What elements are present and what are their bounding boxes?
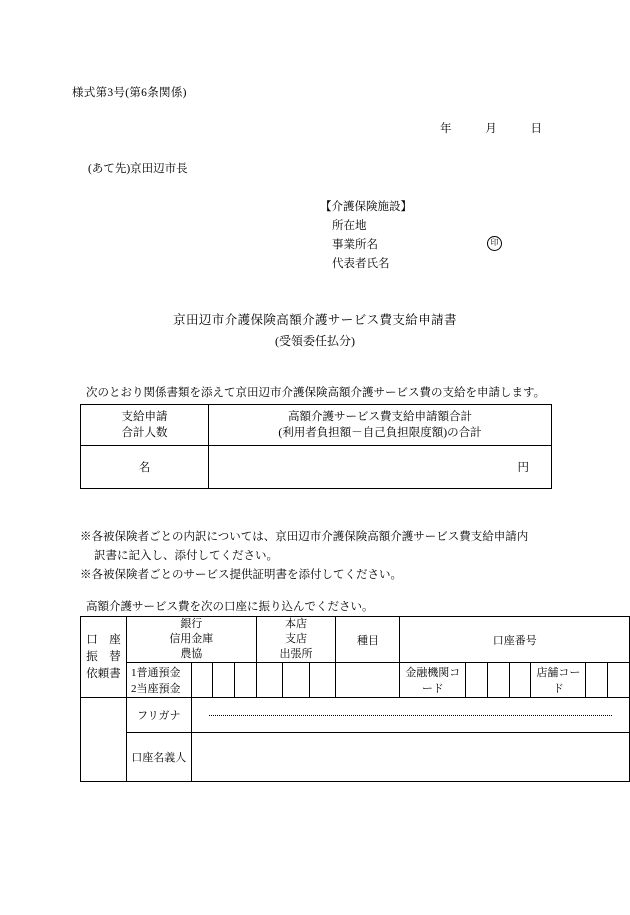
facility-block: [320, 198, 542, 274]
notes-block: [80, 528, 580, 585]
table-row: [81, 698, 630, 733]
holder-label-cell: [127, 733, 191, 782]
account-no-label: 口座番号: [492, 634, 537, 647]
branch-code-digit-2[interactable]: [608, 663, 630, 698]
facility-address-row: [332, 217, 542, 236]
kind-label: 種目: [356, 634, 379, 647]
table-row: [81, 405, 552, 446]
amount-table: [80, 404, 552, 489]
form-number: 様式第3号(第6条関係): [72, 87, 187, 99]
date-month: 月: [485, 123, 497, 135]
furigana-dotted-line: [209, 715, 612, 716]
bank-code-digit-2[interactable]: [487, 663, 509, 698]
kind-options-cell[interactable]: [127, 663, 191, 698]
branch-line-1: 本店: [285, 618, 308, 630]
branch-line-2: 支店: [285, 633, 308, 645]
note-line-2: 訳書に記入し、添付してください。: [94, 550, 278, 562]
bank-line-1: 銀行: [180, 618, 203, 630]
account-digit-5[interactable]: [283, 663, 310, 698]
document-subtitle: (受領委任払分): [275, 334, 355, 348]
amount-header-left-line2: 合計人数: [121, 427, 168, 439]
amount-header-left: [81, 405, 209, 446]
amount-header-right-line2: (利用者負担額－自己負担限度額)の合計: [278, 427, 482, 439]
addressee: (あて先)京田辺市長: [88, 163, 188, 175]
side-label-line3: 依頼書: [86, 667, 121, 680]
side-label-cell: [81, 617, 127, 698]
date-day: 日: [530, 123, 542, 135]
amount-total-field[interactable]: [209, 446, 552, 489]
date-year: 年: [440, 123, 452, 135]
bank-transfer-table: [80, 616, 630, 782]
table-row: [81, 446, 552, 489]
amount-count-unit: 名: [138, 462, 151, 474]
kind-option-2: 2当座預金: [131, 683, 181, 695]
facility-office-label: 事業所名: [332, 239, 378, 251]
side-label-line1: 口 座: [86, 633, 121, 646]
account-digit-1[interactable]: [191, 663, 213, 698]
bank-line-3: 農協: [180, 648, 203, 660]
account-digit-2[interactable]: [213, 663, 235, 698]
kind-option-1: 1普通預金: [131, 667, 181, 679]
furigana-value-cell[interactable]: [191, 698, 630, 733]
account-digit-6[interactable]: [309, 663, 336, 698]
branch-code-digit-1[interactable]: [586, 663, 608, 698]
side-label-line2: 振 替: [86, 650, 121, 663]
account-digit-7[interactable]: [336, 663, 400, 698]
branch-line-3: 出張所: [279, 648, 313, 660]
facility-representative-row: [332, 255, 542, 274]
bank-code-digit-3[interactable]: [509, 663, 531, 698]
facility-address-label: 所在地: [332, 220, 367, 232]
document-title: 京田辺市介護保険高額介護サービス費支給申請書: [173, 313, 457, 327]
note-line-1: ※各被保険者ごとの内訳については、京田辺市介護保険高額介護サービス費支給申請内: [80, 531, 529, 543]
note-line-3: ※各被保険者ごとのサービス提供証明書を添付してください。: [80, 569, 402, 581]
date-line: [440, 120, 542, 136]
amount-header-right: [209, 405, 552, 446]
branch-code-label-cell: [531, 663, 586, 698]
account-digit-4[interactable]: [256, 663, 283, 698]
bank-code-label-cell: [400, 663, 466, 698]
bank-name-cell[interactable]: [127, 617, 257, 663]
kind-header-cell: [336, 617, 400, 663]
furigana-label-cell: [127, 698, 191, 733]
account-digit-3[interactable]: [234, 663, 256, 698]
furigana-label: フリガナ: [137, 710, 181, 722]
amount-count-field[interactable]: [81, 446, 209, 489]
amount-header-right-line1: 高額介護サービス費支給申請額合計: [288, 411, 472, 423]
facility-office-row: [332, 236, 542, 255]
holder-value-cell[interactable]: [191, 733, 630, 782]
side-label-spacer-2: [81, 733, 127, 782]
account-no-header-cell: [400, 617, 630, 663]
bank-line-2: 信用金庫: [169, 633, 214, 645]
facility-header: 【介護保険施設】: [320, 201, 412, 213]
table-row: [81, 617, 630, 663]
bank-lead-text: 高額介護サービス費を次の口座に振り込んでください。: [86, 601, 374, 613]
intro-text: 次のとおり関係書類を添えて京田辺市介護保険高額介護サービス費の支給を申請します。: [86, 387, 546, 399]
branch-name-cell[interactable]: [256, 617, 336, 663]
facility-representative-label: 代表者氏名: [332, 258, 390, 270]
table-row: [81, 733, 630, 782]
branch-code-label: 店舗コード: [536, 667, 581, 695]
seal-icon: 印: [487, 236, 502, 251]
side-label-spacer: [81, 698, 127, 733]
bank-code-label: 金融機関コード: [405, 667, 461, 695]
holder-label: 口座名義人: [131, 752, 187, 764]
amount-total-unit: 円: [517, 462, 529, 474]
amount-header-left-line1: 支給申請: [121, 411, 168, 423]
bank-code-digit-1[interactable]: [466, 663, 488, 698]
